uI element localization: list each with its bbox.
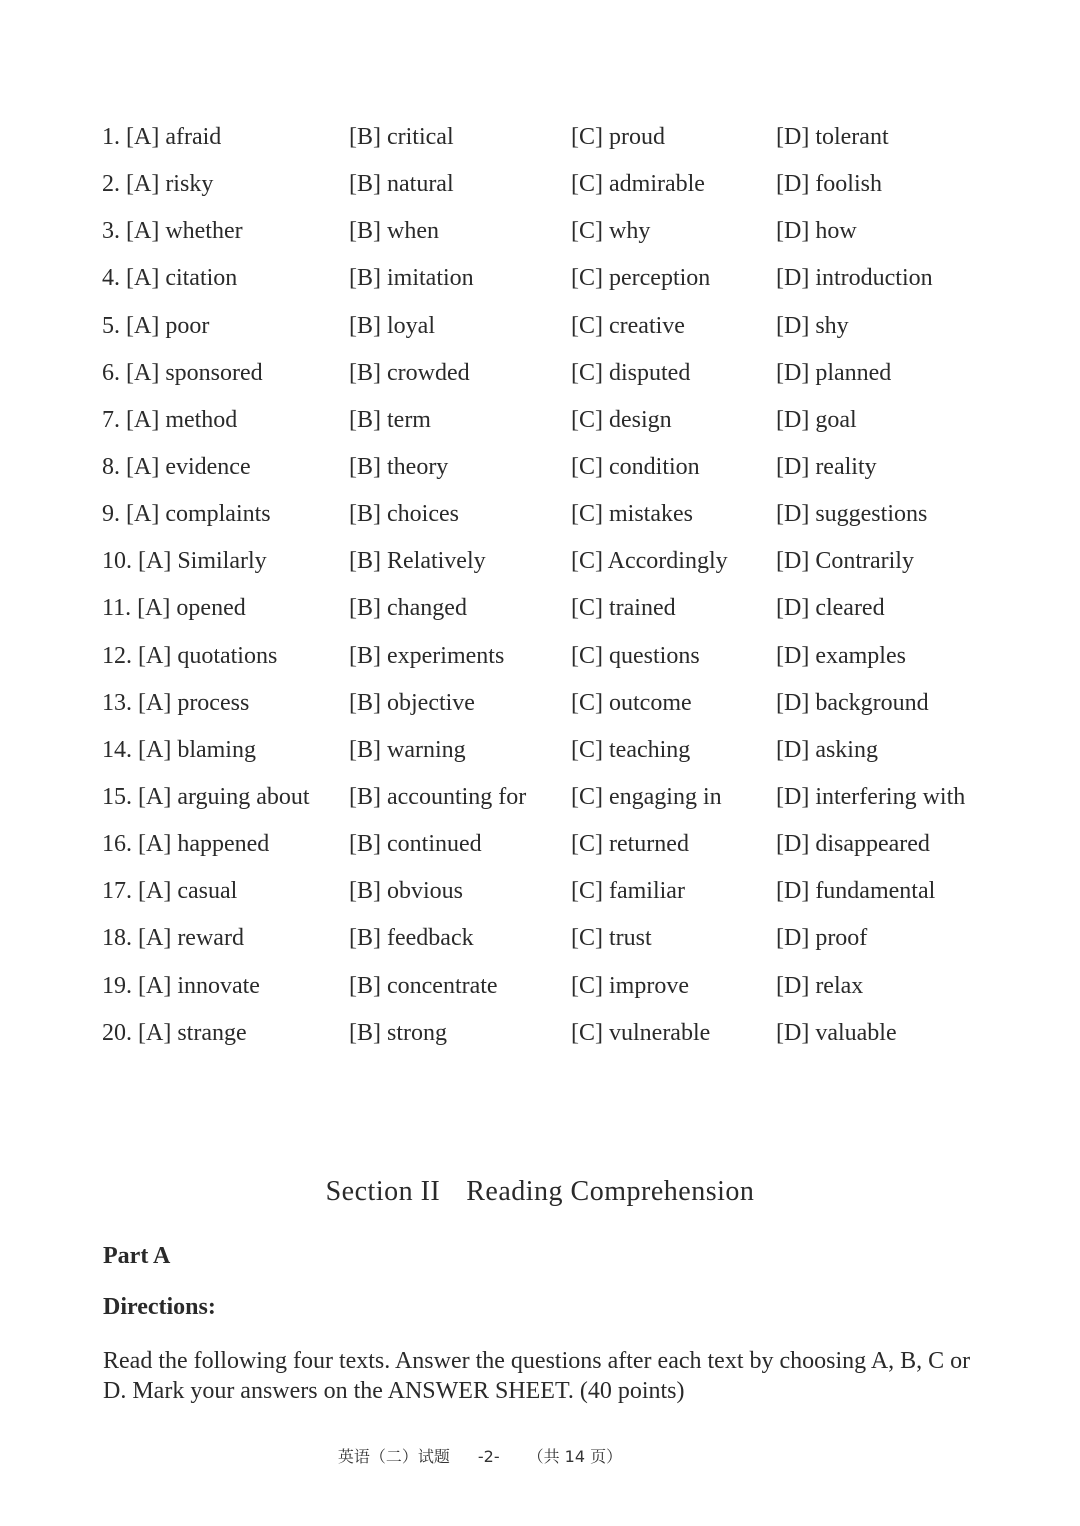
question-row — [102, 444, 1002, 491]
option-c: [C] Accordingly — [571, 548, 728, 575]
option-a: 7. [A] method — [102, 406, 238, 433]
option-d: [D] examples — [776, 642, 906, 669]
option-b: [B] theory — [349, 453, 449, 480]
option-b: [B] natural — [349, 171, 454, 198]
option-d: [D] cleared — [776, 595, 885, 622]
footer-subject: 英语（二）试题 — [337, 1447, 450, 1466]
question-row — [102, 491, 1002, 538]
option-a: 8. [A] evidence — [102, 453, 251, 480]
option-d: [D] background — [776, 689, 929, 716]
option-c: [C] returned — [571, 831, 689, 858]
question-row — [102, 1010, 1002, 1057]
option-b: [B] obvious — [349, 878, 463, 905]
option-d: [D] proof — [776, 925, 868, 952]
option-c: [C] questions — [571, 642, 700, 669]
option-b: [B] when — [349, 218, 439, 245]
option-a: 20. [A] strange — [102, 1019, 247, 1046]
option-c: [C] perception — [571, 265, 711, 292]
question-row — [102, 350, 1002, 397]
directions-heading: Directions: — [103, 1294, 216, 1320]
question-row — [102, 727, 1002, 774]
option-c: [C] teaching — [571, 736, 691, 763]
option-c: [C] trained — [571, 595, 676, 622]
option-c: [C] why — [571, 218, 651, 245]
option-b: [B] warning — [349, 736, 466, 763]
option-b: [B] Relatively — [349, 548, 486, 575]
question-row — [102, 680, 1002, 727]
option-d: [D] asking — [776, 736, 878, 763]
option-b: [B] critical — [349, 124, 454, 150]
footer-total-pages: （共 14 页） — [527, 1447, 623, 1466]
option-c: [C] disputed — [571, 359, 691, 386]
question-row — [102, 208, 1002, 255]
section-label: Section II — [325, 1176, 441, 1207]
option-a: 2. [A] risky — [102, 171, 214, 198]
option-b: [B] term — [349, 406, 431, 433]
option-d: [D] Contrarily — [776, 548, 914, 575]
option-a: 19. [A] innovate — [102, 972, 260, 999]
option-a: 11. [A] opened — [102, 595, 246, 622]
option-b: [B] loyal — [349, 312, 435, 339]
option-b: [B] concentrate — [349, 972, 498, 999]
option-c: [C] engaging in — [571, 783, 722, 810]
option-a: 9. [A] complaints — [102, 501, 271, 528]
option-a: 17. [A] casual — [102, 878, 238, 905]
option-d: [D] introduction — [776, 265, 933, 292]
option-a: 10. [A] Similarly — [102, 548, 267, 575]
question-row — [102, 915, 1002, 962]
question-row — [102, 161, 1002, 208]
option-c: [C] vulnerable — [571, 1019, 711, 1046]
option-d: [D] reality — [776, 453, 877, 480]
question-row — [102, 821, 1002, 868]
option-b: [B] imitation — [349, 265, 474, 292]
option-b: [B] objective — [349, 689, 475, 716]
option-b: [B] choices — [349, 501, 459, 528]
question-row — [102, 585, 1002, 632]
option-a: 13. [A] process — [102, 689, 250, 716]
directions-text: Read the following four texts. Answer the questions after each text by choosing A, B, C or D. Mark your answers on the ANSWER SHEET. (40 points) — [103, 1348, 971, 1404]
option-c: [C] admirable — [571, 171, 705, 198]
section-heading — [0, 1176, 1080, 1208]
option-a: 16. [A] happened — [102, 831, 270, 858]
option-b: [B] changed — [349, 595, 467, 622]
question-row — [102, 633, 1002, 680]
option-c: [C] condition — [571, 453, 700, 480]
question-row — [102, 538, 1002, 585]
footer-page-number: -2- — [477, 1447, 500, 1466]
question-row — [102, 774, 1002, 821]
option-c: [C] design — [571, 406, 672, 433]
option-d: [D] how — [776, 218, 857, 245]
option-d: [D] disappeared — [776, 831, 930, 858]
option-c: [C] trust — [571, 925, 652, 952]
option-d: [D] suggestions — [776, 501, 928, 528]
option-c: [C] outcome — [571, 689, 692, 716]
option-a: 5. [A] poor — [102, 312, 210, 339]
question-row — [102, 397, 1002, 444]
option-b: [B] continued — [349, 831, 482, 858]
part-heading: Part A — [103, 1243, 171, 1269]
option-a: 12. [A] quotations — [102, 642, 278, 669]
option-a: 3. [A] whether — [102, 218, 243, 245]
option-a: 4. [A] citation — [102, 265, 238, 292]
option-c: [C] familiar — [571, 878, 685, 905]
option-b: [B] strong — [349, 1019, 447, 1046]
option-b: [B] feedback — [349, 925, 474, 952]
question-row — [102, 868, 1002, 915]
section-name: Reading Comprehension — [466, 1176, 755, 1207]
option-b: [B] crowded — [349, 359, 470, 386]
question-row — [102, 114, 1002, 161]
option-d: [D] tolerant — [776, 124, 889, 150]
option-a: 18. [A] reward — [102, 925, 244, 952]
option-b: [B] accounting for — [349, 783, 527, 810]
option-c: [C] improve — [571, 972, 689, 999]
option-d: [D] goal — [776, 406, 857, 433]
option-b: [B] experiments — [349, 642, 505, 669]
option-a: 15. [A] arguing about — [102, 783, 310, 810]
question-row — [102, 255, 1002, 302]
question-row — [102, 963, 1002, 1010]
option-d: [D] interfering with — [776, 783, 966, 810]
option-a: 1. [A] afraid — [102, 124, 222, 150]
option-c: [C] proud — [571, 124, 665, 150]
option-d: [D] planned — [776, 359, 892, 386]
options-list — [102, 114, 1002, 1057]
option-a: 14. [A] blaming — [102, 736, 256, 763]
question-row — [102, 303, 1002, 350]
page-footer — [0, 1444, 1080, 1467]
option-d: [D] relax — [776, 972, 864, 999]
option-d: [D] shy — [776, 312, 849, 339]
option-d: [D] fundamental — [776, 878, 936, 905]
option-c: [C] mistakes — [571, 501, 693, 528]
option-d: [D] valuable — [776, 1019, 897, 1046]
option-a: 6. [A] sponsored — [102, 359, 263, 386]
option-d: [D] foolish — [776, 171, 882, 198]
option-c: [C] creative — [571, 312, 685, 339]
